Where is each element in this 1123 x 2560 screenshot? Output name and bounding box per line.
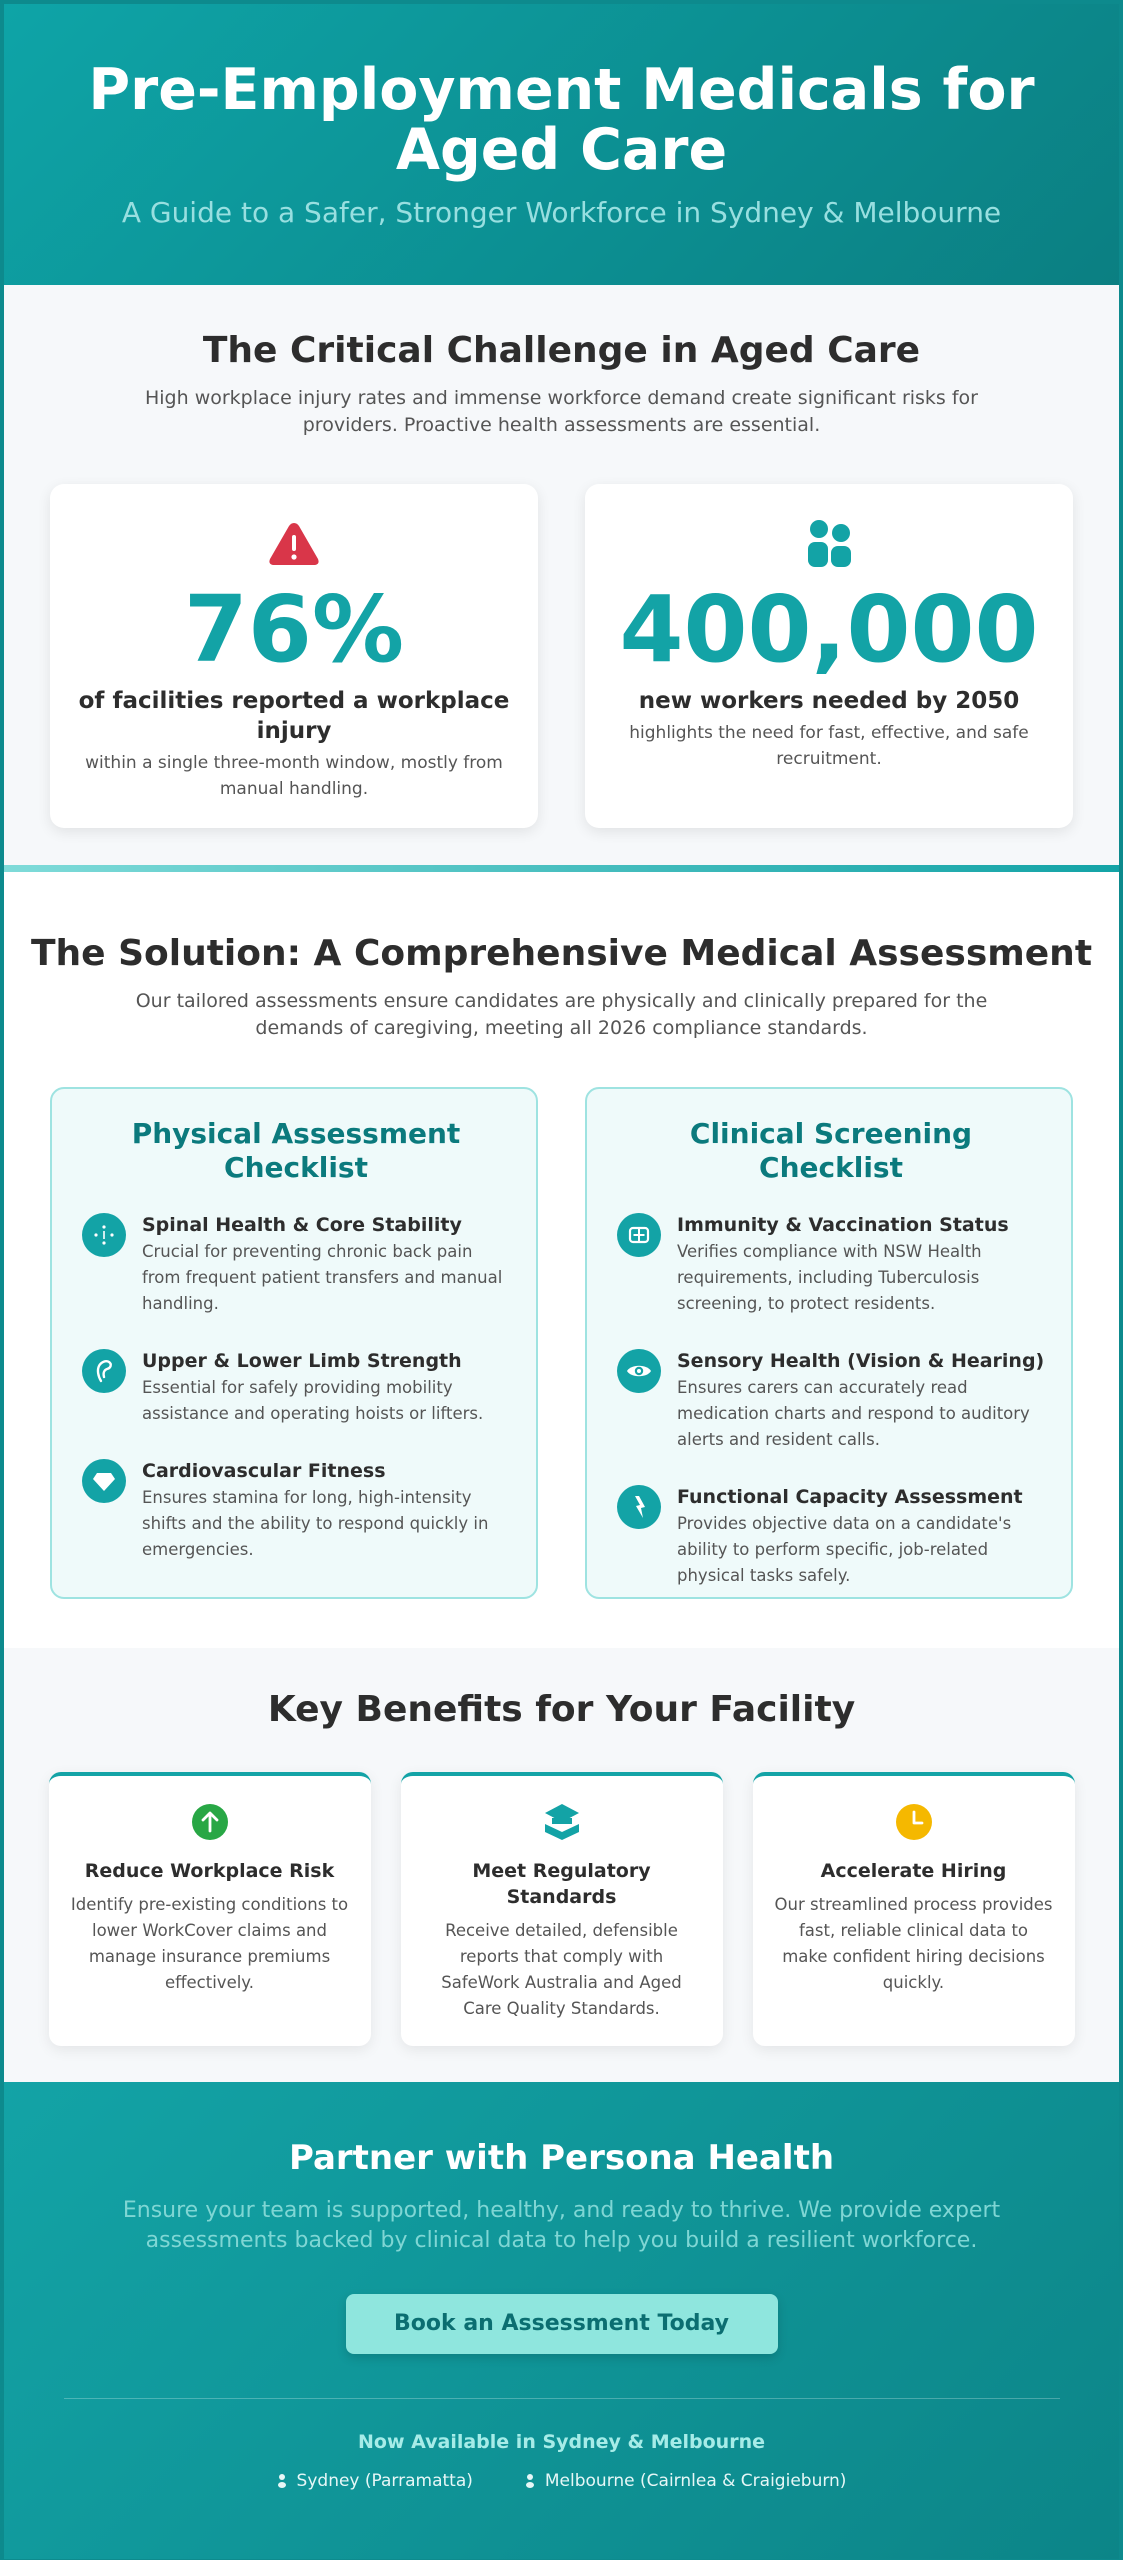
page-title: Pre-Employment Medicals for Aged Care (88, 57, 1035, 183)
cta-title: Partner with Persona Health (288, 2138, 835, 2178)
list-item (617, 1213, 1045, 1317)
benefit-title: Reduce Workplace Risk (84, 1860, 335, 1882)
solution-description: Our tailored assessments ensure candidates are physically and clinically prepared for the demands of caregiving, meeting all 2026 compliance standards. (135, 990, 988, 1039)
benefit-title: Meet Regulatory Standards (472, 1860, 651, 1908)
page-header (4, 4, 1119, 285)
check-item-title: Sensory Health (Vision & Hearing) (677, 1350, 1045, 1372)
stat-note: within a single three-month window, mostly from manual handling. (85, 753, 503, 799)
benefit-card-hiring (753, 1772, 1075, 2046)
limb-icon (82, 1349, 126, 1393)
stat-label: of facilities reported a workplace injury (78, 688, 510, 744)
clinical-checklist-title: Clinical Screening Checklist (689, 1117, 973, 1184)
check-item-desc: Ensures carers can accurately read medication charts and respond to auditory alerts and resident calls. (677, 1378, 1030, 1449)
physical-checklist-title: Physical Assessment Checklist (131, 1117, 461, 1184)
location-list (4, 2471, 1119, 2491)
cta-divider (64, 2398, 1060, 2399)
benefits-title: Key Benefits for Your Facility (267, 1689, 856, 1730)
check-item-desc: Ensures stamina for long, high-intensity shifts and the ability to respond quickly in emergencies. (142, 1488, 489, 1559)
list-item (82, 1213, 510, 1317)
stat-card-injury (50, 484, 538, 828)
stat-value: 400,000 (619, 576, 1039, 683)
benefit-desc: Identify pre-existing conditions to lower WorkCover claims and manage insurance premiums effectively. (70, 1895, 349, 1992)
list-item (82, 1459, 510, 1563)
location-label: Sydney (Parramatta) (296, 2471, 473, 2491)
check-item-title: Functional Capacity Assessment (677, 1486, 1023, 1508)
benefit-card-risk (49, 1772, 371, 2046)
check-item-desc: Essential for safely providing mobility assistance and operating hoists or lifters. (142, 1378, 484, 1423)
benefit-row (4, 1772, 1119, 2046)
challenge-title: The Critical Challenge in Aged Care (202, 330, 921, 371)
challenge-description: High workplace injury rates and immense workforce demand create significant risks for providers. Proactive health assessments are essential. (144, 387, 978, 436)
check-item-title: Cardiovascular Fitness (142, 1460, 386, 1482)
lightning-icon (617, 1485, 661, 1529)
stat-value: 76% (183, 576, 405, 683)
syringe-icon (617, 1213, 661, 1257)
location-melbourne (525, 2471, 847, 2491)
warning-triangle-icon (50, 518, 538, 570)
benefit-desc: Receive detailed, defensible reports that comply with SafeWork Australia and Aged Care Quality Standards. (441, 1921, 682, 2018)
list-item (617, 1485, 1045, 1589)
check-item-desc: Crucial for preventing chronic back pain from frequent patient transfers and manual handling. (142, 1242, 503, 1313)
list-item (82, 1349, 510, 1427)
benefit-desc: Our streamlined process provides fast, reliable clinical data to make confident hiring decisions quickly. (774, 1895, 1053, 1992)
check-item-title: Spinal Health & Core Stability (142, 1214, 462, 1236)
list-item (617, 1349, 1045, 1453)
benefit-title: Accelerate Hiring (820, 1860, 1007, 1882)
check-item-title: Upper & Lower Limb Strength (142, 1350, 462, 1372)
availability-text: Now Available in Sydney & Melbourne (357, 2431, 765, 2453)
stat-row (4, 484, 1119, 828)
heart-icon (82, 1459, 126, 1503)
solution-section (4, 872, 1119, 1648)
location-pin-icon (525, 2473, 535, 2489)
physical-checklist-card (50, 1087, 538, 1599)
stat-note: highlights the need for fast, effective, and safe recruitment. (629, 723, 1029, 769)
challenge-section (4, 285, 1119, 865)
check-item-title: Immunity & Vaccination Status (677, 1214, 1009, 1236)
stat-label: new workers needed by 2050 (638, 688, 1020, 714)
location-sydney (277, 2471, 473, 2491)
clinical-checklist-card (585, 1087, 1073, 1599)
graduation-cap-icon (423, 1802, 701, 1842)
clock-icon (775, 1802, 1053, 1842)
location-pin-icon (277, 2473, 287, 2489)
checklist-row (4, 1087, 1119, 1599)
stat-card-workers (585, 484, 1073, 828)
benefits-section (4, 1648, 1119, 2082)
arrow-up-circle-icon (71, 1802, 349, 1842)
benefit-card-regulatory (401, 1772, 723, 2046)
cta-section (4, 2082, 1119, 2559)
eye-icon (617, 1349, 661, 1393)
location-label: Melbourne (Cairnlea & Craigieburn) (544, 2471, 847, 2491)
check-item-desc: Provides objective data on a candidate's ability to perform specific, job-related physical tasks safely. (677, 1514, 1012, 1585)
cta-description: Ensure your team is supported, healthy, and ready to thrive. We provide expert assessments backed by clinical data to help you build a resilient workforce. (122, 2198, 1001, 2253)
check-item-desc: Verifies compliance with NSW Health requirements, including Tuberculosis screening, to protect residents. (677, 1242, 982, 1313)
spine-icon (82, 1213, 126, 1257)
solution-title: The Solution: A Comprehensive Medical Assessment (30, 933, 1093, 974)
page-subtitle: A Guide to a Safer, Stronger Workforce in Sydney & Melbourne (121, 196, 1002, 229)
book-assessment-button[interactable]: Book an Assessment Today (346, 2294, 778, 2354)
section-divider (4, 865, 1119, 872)
people-icon (585, 518, 1073, 570)
